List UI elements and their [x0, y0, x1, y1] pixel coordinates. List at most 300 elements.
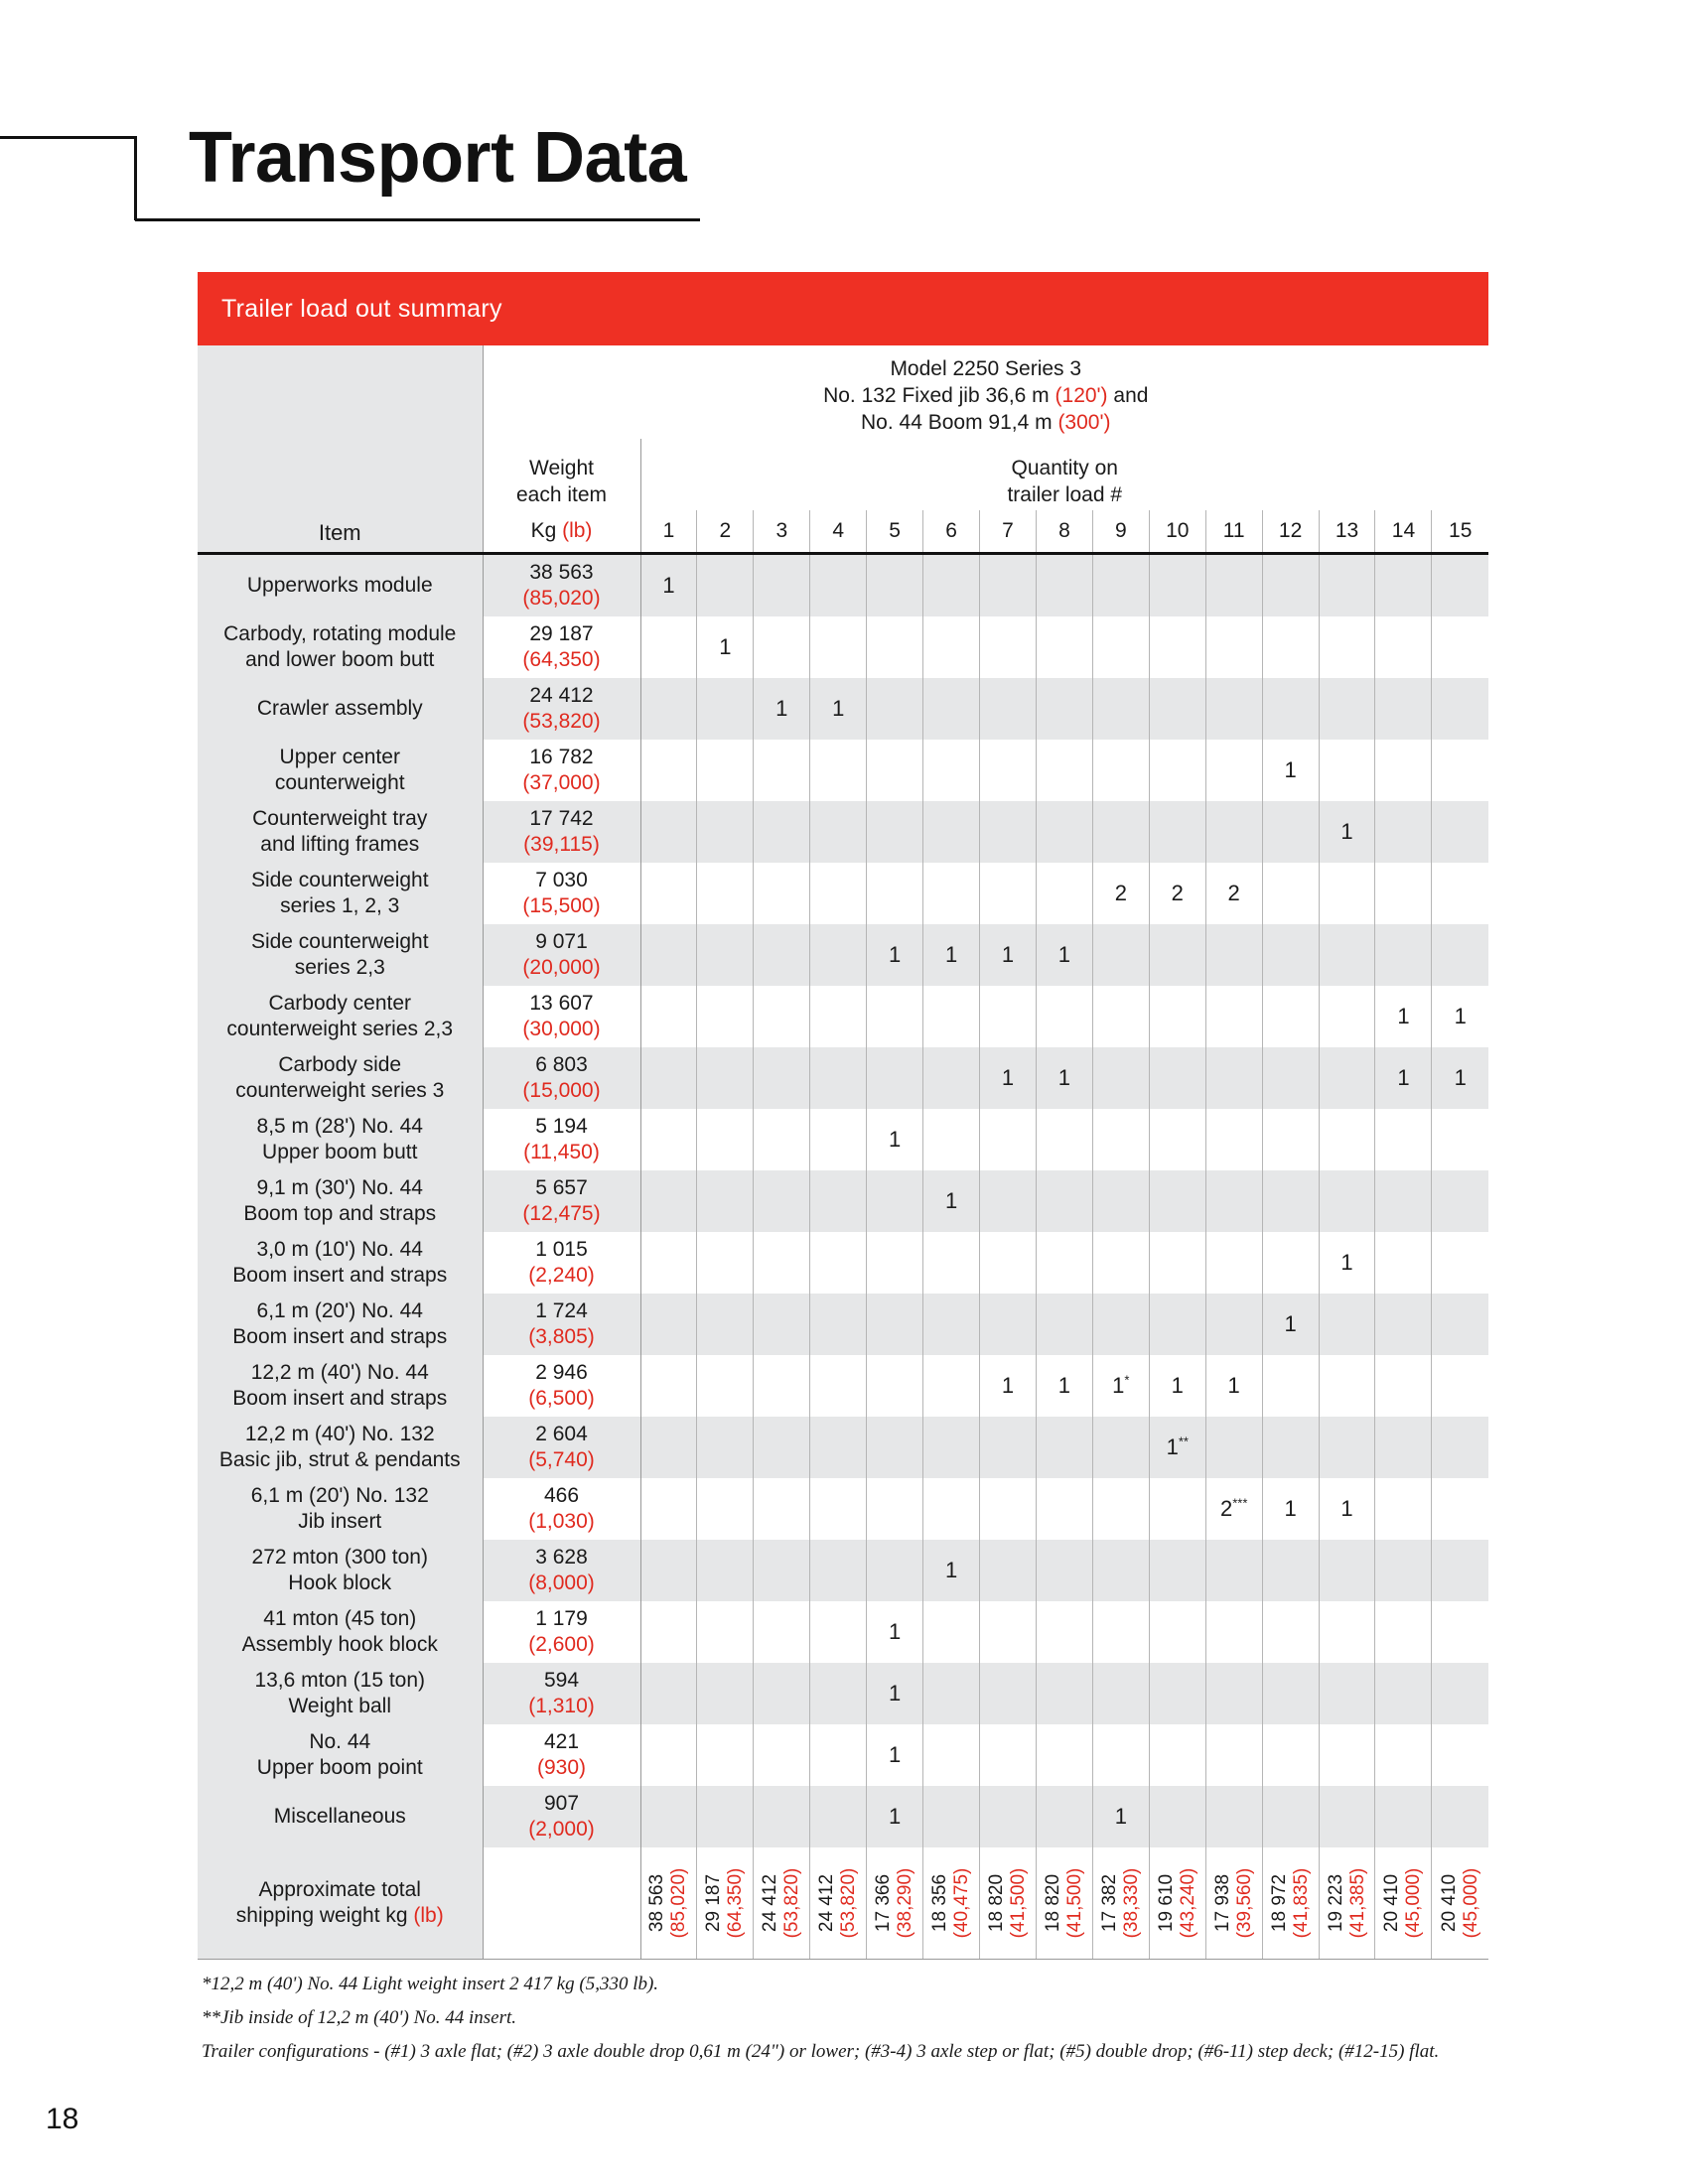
total-lb: (45,000)	[1403, 1867, 1425, 1939]
title-underline	[135, 218, 700, 221]
weight-kg: 5 657	[535, 1176, 588, 1199]
quantity-cell	[640, 1663, 697, 1724]
quantity-cell	[810, 801, 867, 863]
quantity-cell	[810, 1478, 867, 1540]
weight-kg: 2 946	[535, 1361, 588, 1384]
quantity-cell	[1205, 740, 1262, 801]
weight-lb: (6,500)	[528, 1387, 595, 1410]
item-weight	[483, 924, 640, 986]
total-kg: 20 410	[1438, 1873, 1460, 1933]
quantity-cell	[697, 740, 754, 801]
quantity-cell	[923, 863, 980, 924]
quantity-cell	[640, 924, 697, 986]
quantity-cell	[1432, 1109, 1488, 1170]
quantity-cell	[980, 1786, 1037, 1847]
quantity-cell	[867, 1417, 923, 1478]
quantity-cell	[810, 616, 867, 678]
quantity-cell	[1375, 1170, 1432, 1232]
quantity-cell	[867, 1047, 923, 1109]
total-kg: 24 412	[760, 1873, 781, 1933]
quantity-cell	[1375, 863, 1432, 924]
weight-kg: 38 563	[529, 561, 594, 584]
table-row	[198, 1478, 1488, 1540]
quantity-cell	[1149, 1663, 1205, 1724]
item-weight	[483, 616, 640, 678]
quantity-cell: 1	[1375, 1047, 1432, 1109]
total-lb: (41,835)	[1290, 1867, 1312, 1939]
quantity-cell	[1432, 740, 1488, 801]
weight-kg: 16 782	[529, 746, 594, 768]
weight-kg: 29 187	[529, 622, 594, 645]
weight-kg: 594	[543, 1669, 580, 1692]
quantity-cell	[697, 1355, 754, 1417]
quantity-cell	[1319, 1355, 1375, 1417]
table-row	[198, 1232, 1488, 1294]
quantity-cell	[640, 740, 697, 801]
table-row	[198, 1294, 1488, 1355]
quantity-cell	[1319, 1540, 1375, 1601]
quantity-cell	[697, 1786, 754, 1847]
quantity-cell: 2***	[1205, 1478, 1262, 1540]
quantity-cell	[867, 801, 923, 863]
quantity-cell: 1	[1205, 1355, 1262, 1417]
weight-lb: (15,500)	[522, 894, 601, 917]
quantity-cell: 2	[1149, 863, 1205, 924]
quantity-cell	[980, 986, 1037, 1047]
weight-lb: (11,450)	[523, 1141, 600, 1163]
quantity-cell	[754, 986, 810, 1047]
quantity-cell	[640, 1786, 697, 1847]
quantity-cell	[1319, 1724, 1375, 1786]
quantity-cell: 2	[1205, 863, 1262, 924]
quantity-cell	[1319, 1786, 1375, 1847]
quantity-cell	[923, 1478, 980, 1540]
quantity-cell: 1	[980, 1355, 1037, 1417]
item-name: 3,0 m (10') No. 44 Boom insert and straps	[198, 1232, 483, 1294]
quantity-cell	[1432, 1724, 1488, 1786]
item-weight	[483, 1724, 640, 1786]
quantity-cell	[1432, 924, 1488, 986]
quantity-cell	[1262, 616, 1319, 678]
quantity-cell	[1432, 1355, 1488, 1417]
quantity-cell	[754, 1294, 810, 1355]
load-number-header: 9	[1092, 510, 1149, 554]
quantity-cell: 1	[1319, 1478, 1375, 1540]
quantity-cell	[1319, 1601, 1375, 1663]
quantity-cell	[1036, 1232, 1092, 1294]
total-kg: 20 410	[1381, 1873, 1403, 1933]
table-row	[198, 1663, 1488, 1724]
table-row	[198, 1601, 1488, 1663]
quantity-cell	[1375, 1663, 1432, 1724]
weight-kg: 1 179	[535, 1607, 588, 1630]
quantity-cell	[980, 1294, 1037, 1355]
quantity-cell: 1	[867, 1109, 923, 1170]
quantity-cell	[697, 801, 754, 863]
quantity-cell	[1092, 1232, 1149, 1294]
quantity-cell: 1	[867, 1786, 923, 1847]
table-row	[198, 1355, 1488, 1417]
table-row	[198, 924, 1488, 986]
weight-lb: (8,000)	[528, 1571, 595, 1594]
total-kg: 19 610	[1155, 1873, 1177, 1933]
quantity-cell	[1092, 740, 1149, 801]
load-number-header: 4	[810, 510, 867, 554]
quantity-cell	[697, 1601, 754, 1663]
quantity-cell	[867, 1540, 923, 1601]
quantity-cell	[754, 1417, 810, 1478]
quantity-cell	[1375, 924, 1432, 986]
quantity-cell	[867, 863, 923, 924]
quantity-cell	[1262, 554, 1319, 617]
weight-lb: (12,475)	[522, 1202, 601, 1225]
page-number: 18	[46, 2103, 79, 2135]
quantity-cell	[1092, 986, 1149, 1047]
quantity-cell	[923, 554, 980, 617]
item-name: Carbody center counterweight series 2,3	[198, 986, 483, 1047]
quantity-cell	[1149, 1786, 1205, 1847]
table-row	[198, 863, 1488, 924]
quantity-cell: 1	[867, 1724, 923, 1786]
item-weight	[483, 1540, 640, 1601]
item-weight	[483, 801, 640, 863]
totals-weight-empty	[483, 1847, 640, 1960]
table-row	[198, 801, 1488, 863]
quantity-cell: 1**	[1149, 1417, 1205, 1478]
quantity-cell	[640, 1601, 697, 1663]
total-weight-cell	[923, 1847, 980, 1960]
total-weight-cell	[980, 1847, 1037, 1960]
quantity-cell	[1036, 1601, 1092, 1663]
total-lb: (43,240)	[1177, 1867, 1198, 1939]
quantity-cell	[640, 1170, 697, 1232]
quantity-cell	[1262, 1786, 1319, 1847]
weight-kg: 421	[543, 1730, 580, 1753]
quantity-cell: 1*	[1092, 1355, 1149, 1417]
weight-kg: 1 015	[535, 1238, 588, 1261]
quantity-cell	[980, 1540, 1037, 1601]
quantity-cell	[810, 1724, 867, 1786]
quantity-cell	[1036, 1109, 1092, 1170]
quantity-cell	[1036, 1170, 1092, 1232]
title-frame	[0, 136, 137, 220]
quantity-cell	[1149, 678, 1205, 740]
quantity-cell	[754, 1109, 810, 1170]
quantity-cell	[1432, 616, 1488, 678]
quantity-cell	[810, 1294, 867, 1355]
table-row	[198, 1540, 1488, 1601]
weight-kg: 13 607	[529, 992, 594, 1015]
footnote: **Jib inside of 12,2 m (40') No. 44 insert.	[202, 2007, 517, 2028]
model-header	[483, 345, 1488, 439]
total-kg: 18 820	[985, 1873, 1007, 1933]
item-name: 6,1 m (20') No. 44 Boom insert and straps	[198, 1294, 483, 1355]
quantity-cell	[1432, 1417, 1488, 1478]
quantity-cell	[867, 1355, 923, 1417]
quantity-cell: 1	[1149, 1355, 1205, 1417]
quantity-cell: 1	[923, 1540, 980, 1601]
quantity-cell	[1375, 801, 1432, 863]
totals-row	[198, 1847, 1488, 1960]
quantity-cell	[1262, 1540, 1319, 1601]
load-number-header: 8	[1036, 510, 1092, 554]
item-weight	[483, 986, 640, 1047]
quantity-cell	[980, 554, 1037, 617]
quantity-cell	[1092, 1663, 1149, 1724]
quantity-cell	[1149, 616, 1205, 678]
total-lb: (53,820)	[838, 1867, 860, 1939]
quantity-cell	[1319, 1170, 1375, 1232]
quantity-cell	[980, 1417, 1037, 1478]
quantity-cell	[640, 1355, 697, 1417]
quantity-cell	[1375, 1109, 1432, 1170]
weight-lb: (1,310)	[528, 1695, 595, 1717]
item-name: 8,5 m (28') No. 44 Upper boom butt	[198, 1109, 483, 1170]
load-number-header: 14	[1375, 510, 1432, 554]
quantity-cell	[1149, 1478, 1205, 1540]
page-title: Transport Data	[189, 118, 687, 198]
quantity-cell	[1375, 1478, 1432, 1540]
quantity-cell	[1319, 924, 1375, 986]
item-name: 41 mton (45 ton) Assembly hook block	[198, 1601, 483, 1663]
quantity-cell	[697, 1294, 754, 1355]
item-name: Side counterweight series 1, 2, 3	[198, 863, 483, 924]
total-kg: 18 356	[929, 1873, 951, 1933]
totals-label: Approximate total shipping weight kg (lb)	[198, 1847, 483, 1960]
quantity-cell: 1	[1262, 1294, 1319, 1355]
quantity-cell	[1319, 554, 1375, 617]
quantity-cell	[1432, 1601, 1488, 1663]
quantity-cell	[1149, 924, 1205, 986]
quantity-cell	[1036, 1724, 1092, 1786]
quantity-cell	[1149, 1047, 1205, 1109]
quantity-cell	[1205, 1232, 1262, 1294]
quantity-cell	[1205, 1047, 1262, 1109]
quantity-cell	[1262, 1047, 1319, 1109]
total-kg: 17 366	[873, 1873, 895, 1933]
quantity-cell	[1262, 1109, 1319, 1170]
quantity-cell	[1092, 1109, 1149, 1170]
item-name: Upper center counterweight	[198, 740, 483, 801]
model-line-1: Model 2250 Series 3	[890, 356, 1082, 380]
item-column-header: Item	[198, 510, 483, 554]
quantity-cell	[980, 1170, 1037, 1232]
quantity-cell	[697, 924, 754, 986]
quantity-cell	[923, 1724, 980, 1786]
quantity-cell	[1205, 1724, 1262, 1786]
table-row	[198, 1170, 1488, 1232]
quantity-cell	[1262, 1232, 1319, 1294]
quantity-cell	[754, 1540, 810, 1601]
quantity-cell	[1092, 1047, 1149, 1109]
quantity-cell	[810, 924, 867, 986]
quantity-cell	[1205, 554, 1262, 617]
quantity-cell	[1262, 1601, 1319, 1663]
total-lb: (38,330)	[1120, 1867, 1142, 1939]
weight-lb: (15,000)	[522, 1079, 601, 1102]
quantity-cell	[754, 1170, 810, 1232]
quantity-cell	[697, 1047, 754, 1109]
quantity-cell: 1	[923, 924, 980, 986]
quantity-cell: 1	[980, 1047, 1037, 1109]
model-line-2: No. 132 Fixed jib 36,6 m (120') and	[823, 383, 1149, 407]
table-row	[198, 1417, 1488, 1478]
item-weight	[483, 1786, 640, 1847]
load-number-header: 6	[923, 510, 980, 554]
weight-lb: (30,000)	[522, 1018, 601, 1040]
quantity-cell	[1432, 863, 1488, 924]
quantity-cell	[1375, 1601, 1432, 1663]
quantity-cell	[1205, 801, 1262, 863]
item-name: 272 mton (300 ton) Hook block	[198, 1540, 483, 1601]
quantity-cell	[1319, 1417, 1375, 1478]
total-weight-cell	[1262, 1847, 1319, 1960]
table-row	[198, 554, 1488, 617]
quantity-cell	[980, 1109, 1037, 1170]
quantity-cell	[810, 740, 867, 801]
quantity-cell	[1036, 1417, 1092, 1478]
quantity-cell	[810, 1355, 867, 1417]
table-row	[198, 1786, 1488, 1847]
item-name: 13,6 mton (15 ton) Weight ball	[198, 1663, 483, 1724]
quantity-cell	[1375, 1724, 1432, 1786]
quantity-cell	[1205, 678, 1262, 740]
weight-lb: (1,030)	[528, 1510, 595, 1533]
quantity-cell	[697, 678, 754, 740]
item-weight	[483, 1355, 640, 1417]
quantity-cell	[1149, 1294, 1205, 1355]
weight-header: Weight each item	[483, 439, 640, 510]
quantity-cell	[697, 1109, 754, 1170]
quantity-cell	[1262, 1170, 1319, 1232]
weight-kg: 7 030	[535, 869, 588, 891]
quantity-cell	[754, 1601, 810, 1663]
quantity-cell	[923, 986, 980, 1047]
quantity-cell: 1	[754, 678, 810, 740]
quantity-cell	[1262, 1663, 1319, 1724]
quantity-cell	[754, 1786, 810, 1847]
quantity-cell	[810, 1786, 867, 1847]
quantity-cell	[923, 740, 980, 801]
quantity-cell	[1262, 1355, 1319, 1417]
load-number-header: 10	[1149, 510, 1205, 554]
quantity-cell	[1036, 1478, 1092, 1540]
quantity-cell	[697, 1417, 754, 1478]
quantity-cell	[1036, 616, 1092, 678]
quantity-cell	[1036, 986, 1092, 1047]
item-name: Counterweight tray and lifting frames	[198, 801, 483, 863]
quantity-cell	[867, 1170, 923, 1232]
quantity-cell	[923, 1232, 980, 1294]
quantity-cell	[867, 1232, 923, 1294]
total-weight-cell	[697, 1847, 754, 1960]
quantity-cell	[1432, 678, 1488, 740]
item-name: Crawler assembly	[198, 678, 483, 740]
quantity-cell	[867, 1478, 923, 1540]
total-weight-cell	[754, 1847, 810, 1960]
quantity-cell	[810, 1663, 867, 1724]
quantity-cell	[1319, 986, 1375, 1047]
total-weight-cell	[1092, 1847, 1149, 1960]
quantity-cell	[754, 616, 810, 678]
quantity-cell: 1	[1036, 1047, 1092, 1109]
table-banner	[198, 272, 1488, 345]
quantity-cell: 1	[1432, 986, 1488, 1047]
quantity-cell	[1375, 554, 1432, 617]
item-name: Upperworks module	[198, 554, 483, 617]
quantity-cell	[1205, 1294, 1262, 1355]
quantity-cell	[923, 1601, 980, 1663]
total-weight-cell	[640, 1847, 697, 1960]
quantity-cell	[1262, 1417, 1319, 1478]
quantity-cell	[1375, 1786, 1432, 1847]
load-number-header: 5	[867, 510, 923, 554]
weight-lb: (53,820)	[522, 710, 601, 733]
quantity-cell: 1	[1092, 1786, 1149, 1847]
weight-lb: (37,000)	[522, 771, 601, 794]
item-weight	[483, 554, 640, 617]
quantity-cell	[754, 1047, 810, 1109]
quantity-cell	[867, 1294, 923, 1355]
item-name: Carbody side counterweight series 3	[198, 1047, 483, 1109]
weight-kg: 17 742	[529, 807, 594, 830]
quantity-cell: 1	[867, 1663, 923, 1724]
quantity-cell	[1149, 554, 1205, 617]
quantity-cell	[1205, 1170, 1262, 1232]
quantity-cell	[1149, 740, 1205, 801]
quantity-cell: 1	[697, 616, 754, 678]
quantity-cell	[867, 554, 923, 617]
quantity-cell	[754, 1663, 810, 1724]
item-name: Side counterweight series 2,3	[198, 924, 483, 986]
quantity-cell	[1092, 616, 1149, 678]
quantity-cell	[810, 554, 867, 617]
weight-kg: 2 604	[535, 1423, 588, 1445]
quantity-cell	[1036, 1540, 1092, 1601]
quantity-cell	[1205, 1540, 1262, 1601]
quantity-cell: 1	[1375, 986, 1432, 1047]
total-lb: (64,350)	[725, 1867, 747, 1939]
item-weight	[483, 1663, 640, 1724]
quantity-cell	[1319, 863, 1375, 924]
load-number-header: 1	[640, 510, 697, 554]
item-name: 12,2 m (40') No. 44 Boom insert and straps	[198, 1355, 483, 1417]
quantity-cell	[1375, 616, 1432, 678]
quantity-cell	[640, 1109, 697, 1170]
quantity-cell	[923, 616, 980, 678]
item-weight	[483, 1601, 640, 1663]
quantity-cell	[1036, 863, 1092, 924]
quantity-cell	[754, 740, 810, 801]
table-row	[198, 986, 1488, 1047]
quantity-cell	[980, 1478, 1037, 1540]
quantity-cell	[1205, 1786, 1262, 1847]
total-weight-cell	[1375, 1847, 1432, 1960]
item-weight	[483, 863, 640, 924]
total-lb: (85,020)	[668, 1867, 690, 1939]
total-kg: 17 382	[1098, 1873, 1120, 1933]
quantity-cell	[1149, 1540, 1205, 1601]
quantity-cell	[640, 1417, 697, 1478]
quantity-cell	[1092, 1417, 1149, 1478]
item-name: No. 44 Upper boom point	[198, 1724, 483, 1786]
quantity-cell	[1375, 1540, 1432, 1601]
quantity-cell: 1	[867, 924, 923, 986]
total-lb: (41,500)	[1063, 1867, 1085, 1939]
quantity-cell: 1	[867, 1601, 923, 1663]
quantity-cell	[1036, 678, 1092, 740]
weight-lb: (85,020)	[522, 587, 601, 610]
